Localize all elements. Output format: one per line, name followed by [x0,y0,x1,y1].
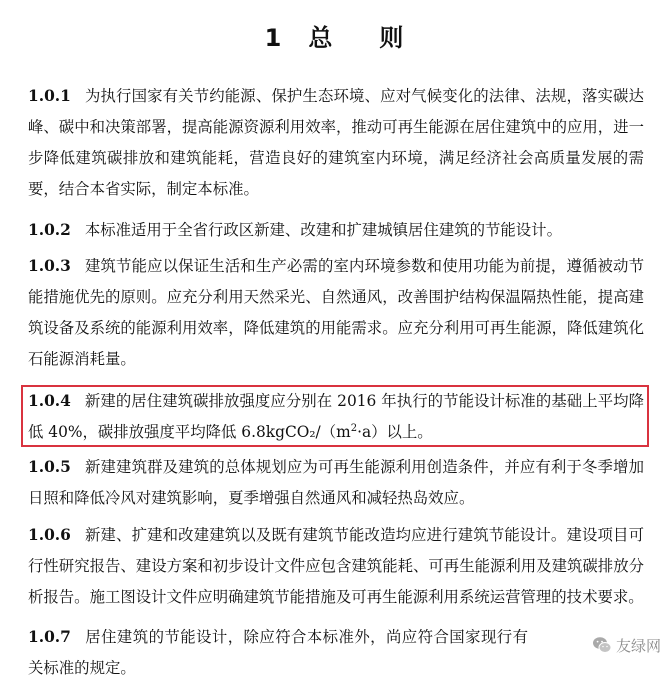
section-title-char-1: 总 [308,24,334,52]
clause-text-part-2: ·a）以上。 [357,423,433,441]
clause-text: 新建建筑群及建筑的总体规划应为可再生能源利用创造条件，并应有利于冬季增加日照和降低冷风对建筑影响，夏季增强自然通风和减轻热岛效应。 [28,458,644,507]
clause-number: 1.0.7 [28,628,71,646]
clause-1-0-6 [28,520,644,613]
clause-text-part-1: 新建的居住建筑碳排放强度应分别在 2016 年执行的节能设计标准的基础上平均降低 40%，碳排放强度平均降低 6.8kgCO₂/（m [28,392,644,441]
clause-number: 1.0.3 [28,257,71,275]
watermark-text: 友绿网 [615,636,661,655]
clause-number: 1.0.6 [28,526,71,544]
clause-1-0-3 [28,251,644,375]
clause-text: 新建、扩建和改建建筑以及既有建筑节能改造均应进行建筑节能设计。建设项目可行性研究报告、建设方案和初步设计文件应包含建筑能耗、可再生能源利用及建筑碳排放分析报告。施工图设计文件应明确建筑节能措施及可再生能源利用系统运营管理的技术要求。 [28,526,644,606]
clause-text: 本标准适用于全省行政区新建、改建和扩建城镇居住建筑的节能设计。 [84,221,562,239]
clause-number: 1.0.2 [28,221,71,239]
clause-number: 1.0.4 [28,392,71,410]
clause-1-0-7 [28,622,528,684]
clause-text: 居住建筑的节能设计，除应符合本标准外，尚应符合国家现行有关标准的规定。 [28,628,528,677]
section-number: 1 [264,24,283,52]
clause-text: 为执行国家有关节约能源、保护生态环境、应对气候变化的法律、法规，落实碳达峰、碳中和决策部署，提高能源资源利用效率，推动可再生能源在居住建筑中的应用，进一步降低建筑碳排放和建筑能耗，营造良好的建筑室内环境，满足经济社会高质量发展的需要，结合本省实际，制定本标准。 [28,87,644,198]
clause-1-0-5 [28,452,644,514]
wechat-logo-icon [592,635,612,655]
superscript: 2 [350,422,358,434]
section-title-char-2: 则 [379,24,405,52]
clause-number: 1.0.1 [28,87,71,105]
clause-1-0-1 [28,81,644,205]
clause-text: 建筑节能应以保证生活和生产必需的室内环境参数和使用功能为前提，遵循被动节能措施优先的原则。应充分利用天然采光、自然通风，改善围护结构保温隔热性能，提高建筑设备及系统的能源利用效率，降低建筑的用能需求。应充分利用可再生能源，降低建筑化石能源消耗量。 [28,257,644,368]
clause-number: 1.0.5 [28,458,71,476]
clause-1-0-4 [28,386,644,448]
watermark [592,633,661,657]
clause-1-0-2 [28,215,644,246]
section-title [0,18,669,53]
